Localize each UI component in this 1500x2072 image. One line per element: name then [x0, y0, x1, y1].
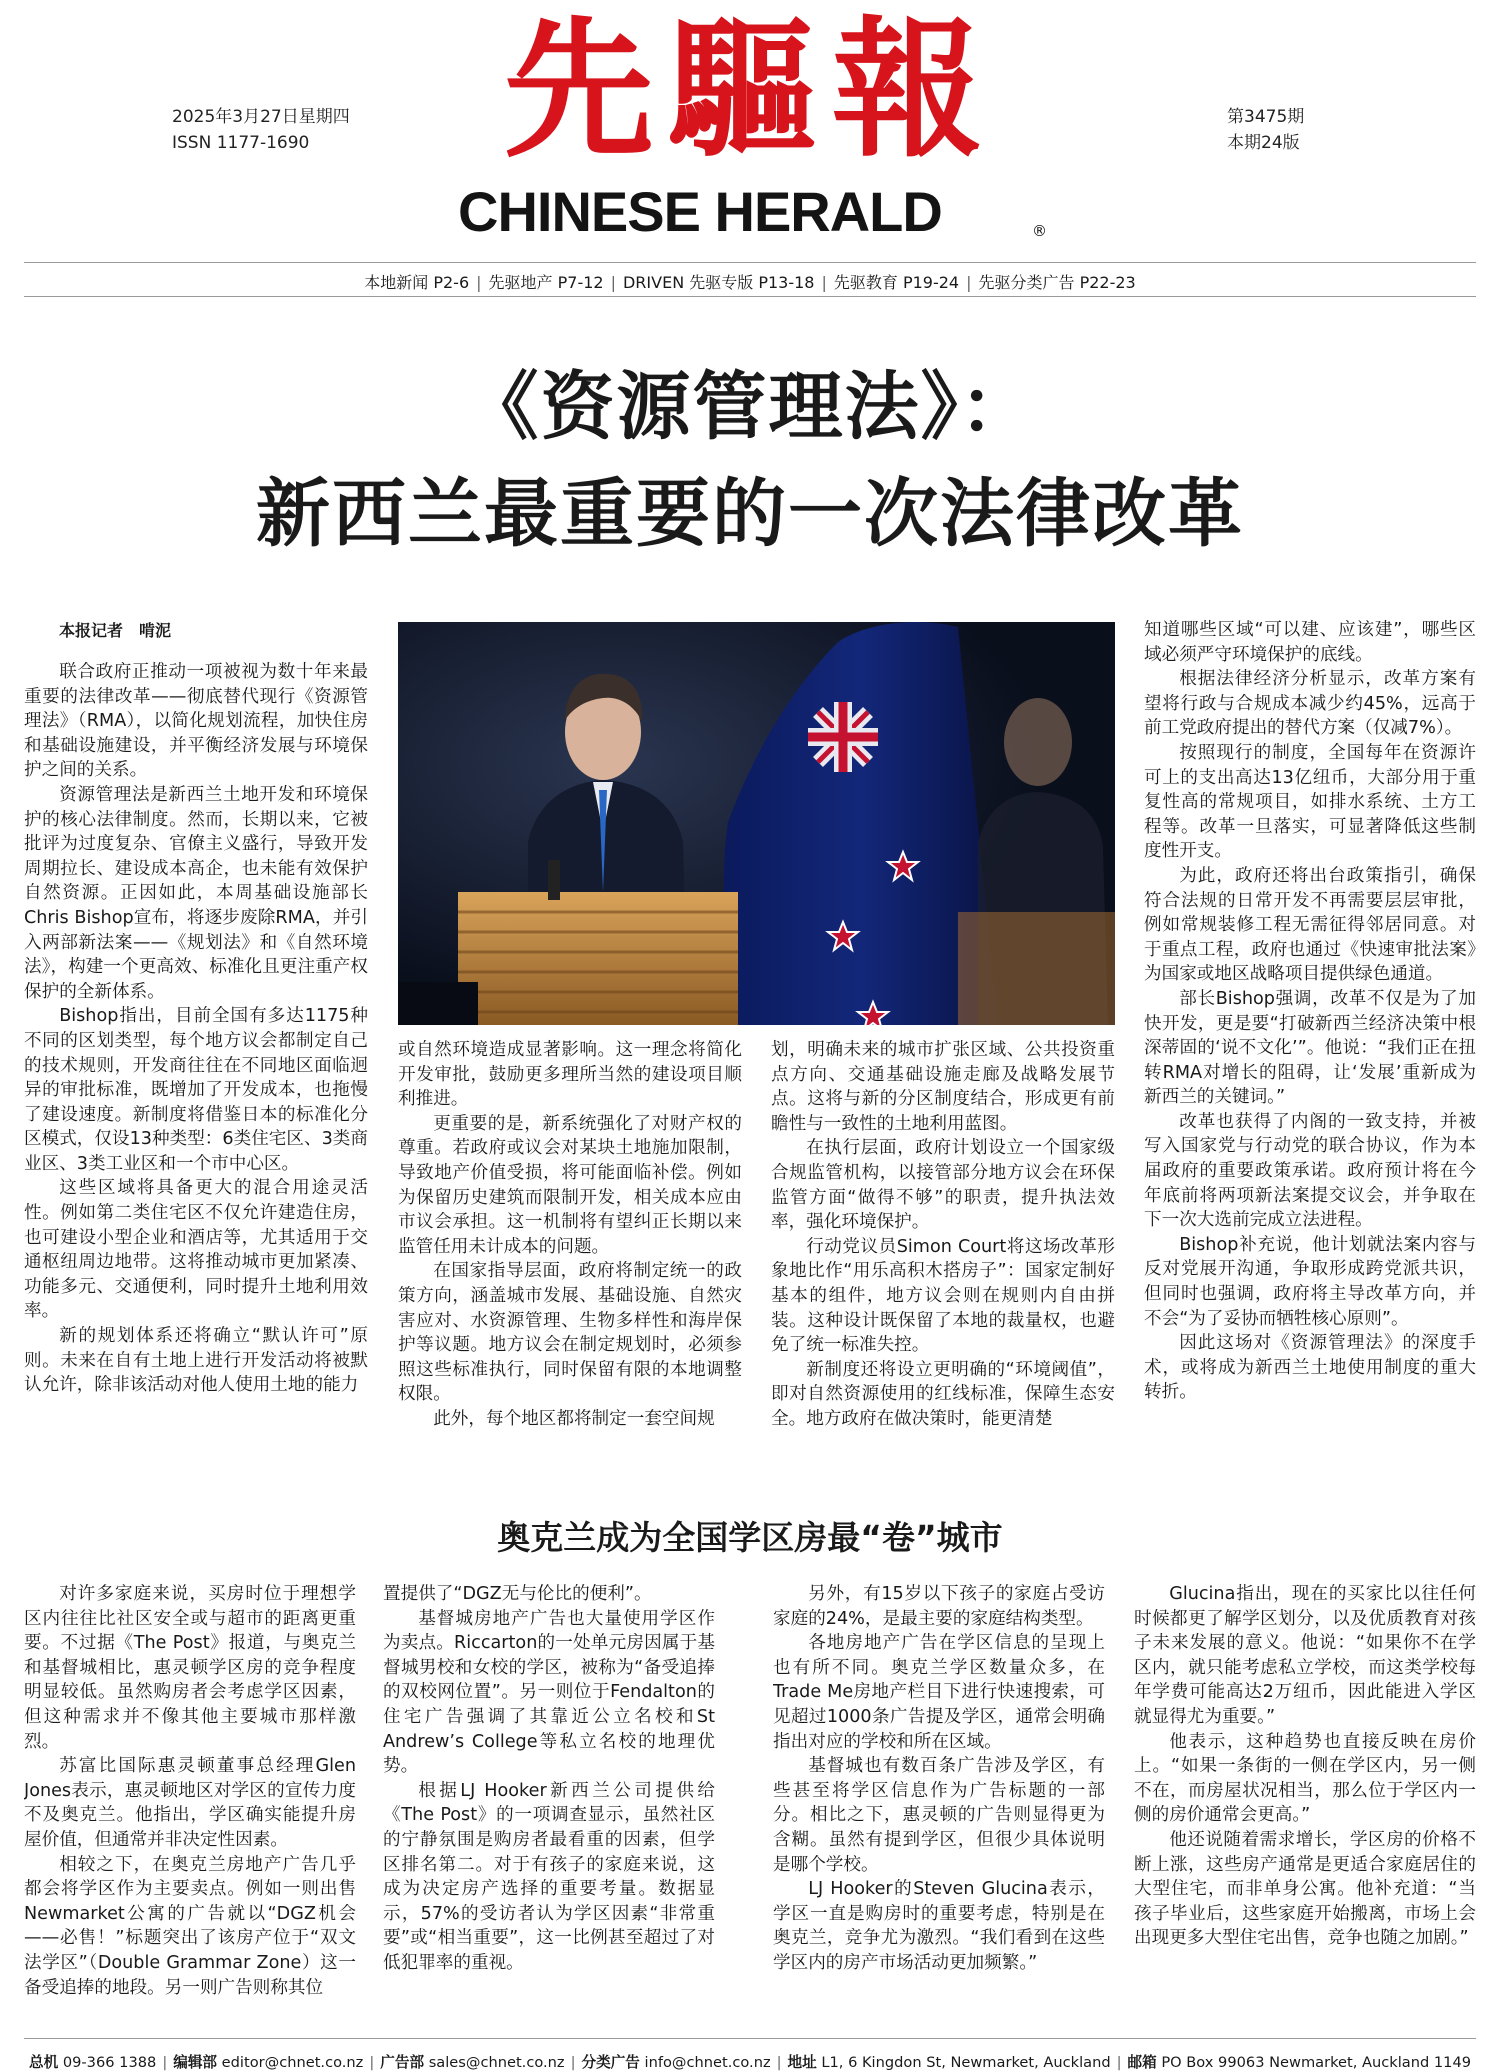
press-conference-illustration — [398, 622, 1115, 1025]
lead-column-1 — [24, 660, 368, 1460]
paragraph: 这些区域将具备更大的混合用途灵活性。例如第二类住宅区不仅允许建造住房，也可建设小型企业和酒店等，尤其适用于交通枢纽周边地带。这将推动城市更加紧凑、功能多元、交通便利，同时提升土地利用效率。 — [24, 1178, 368, 1322]
paragraph: 各地房地产广告在学区信息的呈现上也有所不同。奥克兰学区数量众多，在Trade Me房地产栏目下进行快速搜索，可见超过1000条广告提及学区，通常会明确指出对应的学校和所在区域。 — [773, 1633, 1105, 1752]
paragraph: 新的规划体系还将确立“默认许可”原则。未来在自有土地上进行开发活动将被默认允许，除非该活动对他人使用土地的能力 — [24, 1326, 368, 1396]
section-nav — [24, 270, 1476, 293]
second-column-2 — [383, 1582, 715, 2020]
lead-column-4 — [1144, 618, 1476, 1460]
street-address: L1, 6 Kingdon St, Newmarket, Auckland — [821, 2054, 1111, 2071]
nav-separator: | — [821, 273, 827, 292]
nav-item[interactable]: 先驱分类广告 P22-23 — [978, 273, 1136, 292]
masthead-issue-block — [1227, 104, 1304, 156]
paragraph: 在国家指导层面，政府将制定统一的政策方向，涵盖城市发展、基础设施、自然灾害应对、水资源管理、生物多样性和海岸保护等议题。地方议会在制定规划时，必须参照这些标准执行，同时保留有限的本地调整权限。 — [398, 1261, 742, 1405]
paragraph: Glucina指出，现在的买家比以往任何时候都更了解学区划分，以及优质教育对孩子未来发展的意义。他说：“如果你不在学区内，就只能考虑私立学校，而这类学校每年学费可能高达2万纽币，因此能进入学区就显得尤为重要。” — [1134, 1584, 1476, 1727]
nav-separator: | — [610, 273, 616, 292]
footer-label: 广告部 — [380, 2054, 425, 2071]
phone-number[interactable]: 09-366 1388 — [62, 2054, 157, 2071]
logo-english: CHINESE HERALD — [458, 180, 942, 243]
paragraph: 联合政府正推动一项被视为数十年来最重要的法律改革——彻底替代现行《资源管理法》（RMA），以简化规划流程，加快住房和基础设施建设，并平衡经济发展与环境保护之间的关系。 — [24, 662, 368, 781]
paragraph: 基督城也有数百条广告涉及学区，有些甚至将学区信息作为广告标题的一部分。相比之下，惠灵顿的广告则显得更为含糊。虽然有提到学区，但很少具体说明是哪个学校。 — [773, 1756, 1105, 1875]
paragraph: 改革也获得了内阁的一致支持，并被写入国家党与行动党的联合协议，作为本届政府的重要政策承诺。政府预计将在今年底前将两项新法案提交议会，并争取在下一次大选前完成立法进程。 — [1144, 1111, 1476, 1231]
paragraph: 资源管理法是新西兰土地开发和环境保护的核心法律制度。然而，长期以来，它被批评为过度复杂、官僚主义盛行，导致开发周期拉长、建设成本高企，也未能有效保护自然资源。正因如此，本周基础设施部长Chris Bishop宣布，将逐步废除RMA，并引入两部新法案——《规划法》和《自然环境法》，构建一个更高效、标准化且更注重产权保护的全新体系。 — [24, 784, 368, 1002]
footer-separator: | — [570, 2054, 576, 2071]
logo-chinese: 先驅報 — [503, 2, 996, 178]
paragraph: 相较之下，在奥克兰房地产广告几乎都会将学区作为主要卖点。例如一则出售Newmarket公寓的广告就以“DGZ机会——必售！”标题突出了该房产位于“双文法学区”（Double Grammar Zone）这一备受追捧的地段。另一则广告则称其位 — [24, 1854, 356, 1998]
paragraph: 部长Bishop强调，改革不仅是为了加快开发，更是要“打破新西兰经济决策中根深蒂固的‘说不文化’”。他说：“我们正在扭转RMA对增长的阻碍，让‘发展’重新成为新西兰的关键词。” — [1144, 988, 1476, 1108]
footer-contacts — [24, 2051, 1476, 2072]
paragraph: 在执行层面，政府计划设立一个国家级合规监管机构，以接管部分地方议会在环保监管方面“做得不够”的职责，提升执法效率，强化环境保护。 — [771, 1138, 1115, 1233]
paragraph: 为此，政府还将出台政策指引，确保符合法规的日常开发不再需要层层审批，例如常规装修工程无需征得邻居同意。对于重点工程，政府也通过《快速审批法案》为国家或地区战略项目提供绿色通道。 — [1144, 865, 1476, 985]
footer-separator: | — [776, 2054, 782, 2071]
po-box: PO Box 99063 Newmarket, Auckland 1149 — [1161, 2054, 1472, 2071]
footer-separator: | — [369, 2054, 375, 2071]
top-rule — [24, 262, 1476, 263]
info-email[interactable]: info@chnet.co.nz — [644, 2054, 771, 2071]
issue-date: 2025年3月27日星期四 — [172, 107, 350, 127]
issn: ISSN 1177-1690 — [172, 133, 310, 153]
footer-label: 总机 — [28, 2054, 59, 2071]
paragraph: 他还说随着需求增长，学区房的价格不断上涨，这些房产通常是更适合家庭居住的大型住宅，而非单身公寓。他补充道：“当孩子毕业后，这些家庭开始搬离，市场上会出现更多大型住宅出售，竞争也随之加剧。” — [1134, 1829, 1476, 1949]
paragraph: 根据法律经济分析显示，改革方案有望将行政与合规成本减少约45%，远高于前工党政府提出的替代方案（仅减7%）。 — [1144, 669, 1476, 739]
paragraph: 苏富比国际惠灵顿董事总经理Glen Jones表示，惠灵顿地区对学区的宣传力度不及奥克兰。他指出，学区确实能提升房屋价值，但通常并非决定性因素。 — [24, 1756, 356, 1850]
masthead-date-block — [172, 104, 350, 156]
lead-headline-line-1: 《资源管理法》： — [464, 364, 1036, 450]
nav-separator: | — [966, 273, 972, 292]
paragraph: 更重要的是，新系统强化了对财产权的尊重。若政府或议会对某块土地施加限制，导致地产价值受损，将可能面临补偿。例如为保留历史建筑而限制开发，相关成本应由市议会承担。这一机制将有望纠正长期以来监管任用未计成本的问题。 — [398, 1113, 742, 1257]
paragraph: 行动党议员Simon Court将这场改革形象地比作“用乐高积木搭房子”：国家定制好基本的组件，地方议会则在规则内自由拼装。这种设计既保留了本地的裁量权，也避免了统一标准失控。 — [771, 1236, 1115, 1356]
paragraph: 根据LJ Hooker新西兰公司提供给《The Post》的一项调查显示，虽然社区的宁静氛围是购房者最看重的因素，但学区排名第二。对于有孩子的家庭来说，这成为决定房产选择的重要考量。数据显示，57%的受访者认为学区因素“非常重要”或“相当重要”，这一比例甚至超过了对低犯罪率的重视。 — [383, 1780, 715, 1973]
paragraph: Bishop补充说，他计划就法案内容与反对党展开沟通，争取形成跨党派共识，但同时也强调，政府将主导改革方向，并不会“为了妥协而牺牲核心原则”。 — [1144, 1234, 1476, 1329]
second-column-1 — [24, 1582, 356, 2020]
paragraph: 因此这场对《资源管理法》的深度手术，或将成为新西兰土地使用制度的重大转折。 — [1144, 1333, 1476, 1403]
lead-headline-line-2: 新西兰最重要的一次法律改革 — [256, 471, 1244, 557]
footer-label: 编辑部 — [173, 2054, 218, 2071]
nav-item[interactable]: DRIVEN 先驱专版 P13-18 — [622, 273, 815, 292]
paragraph-continued: 或自然环境造成显著影响。这一理念将简化开发审批，鼓励更多理所当然的建设项目顺利推进。 — [398, 1040, 742, 1110]
paragraph-continued: 划，明确未来的城市扩张区域、公共投资重点方向、交通基础设施走廊及战略发展节点。这将与新的分区制度结合，形成更有前瞻性与一致性的土地利用蓝图。 — [771, 1040, 1115, 1134]
paragraph: Bishop指出，目前全国有多达1175种不同的区划类型，每个地方议会都制定自己的技术规则，开发商往往在不同地区面临迥异的审批标准，既增加了开发成本，也拖慢了建设速度。新制度将借鉴日本的标准化分区模式，仅设13种类型：6类住宅区、3类商业区、3类工业区和一个市中心区。 — [24, 1006, 368, 1174]
second-headline: 奥克兰成为全国学区房最“卷”城市 — [497, 1518, 1003, 1557]
paragraph: 对许多家庭来说，买房时位于理想学区内往往比社区安全或与超市的距离更重要。不过据《The Post》报道，与奥克兰和基督城相比，惠灵顿学区房的竞争程度明显较低。虽然购房者会考虑学区因素，但这种需求并不像其他主要城市那样激烈。 — [24, 1584, 356, 1752]
paragraph: 他表示，这种趋势也直接反映在房价上。“如果一条街的一侧在学区内，另一侧不在，而房屋状况相当，那么位于学区内一侧的房价通常会更高。” — [1134, 1731, 1476, 1826]
footer-label: 邮箱 — [1127, 2054, 1157, 2071]
lead-photo — [398, 622, 1115, 1025]
paragraph: 另外，有15岁以下孩子的家庭占受访家庭的24%，是最主要的家庭结构类型。 — [773, 1584, 1105, 1629]
paragraph: 按照现行的制度，全国每年在资源许可上的支出高达13亿纽币，大部分用于重复性高的常规项目，如排水系统、土方工程等。改革一旦落实，可显著降低这些制度性开支。 — [1144, 742, 1476, 862]
second-column-4 — [1134, 1582, 1476, 2020]
nav-bottom-rule — [24, 296, 1476, 297]
lead-column-2 — [398, 1038, 742, 1460]
footer-label: 地址 — [787, 2054, 817, 2071]
byline: 本报记者 啃泥 — [59, 621, 172, 640]
second-column-3 — [773, 1582, 1105, 2020]
nav-separator: | — [476, 273, 482, 292]
paragraph-continued: 置提供了“DGZ无与伦比的便利”。 — [383, 1584, 652, 1604]
nav-item[interactable]: 先驱地产 P7-12 — [488, 273, 604, 292]
paragraph: 基督城房地产广告也大量使用学区作为卖点。Riccarton的一处单元房因属于基督城男校和女校的学区，被称为“备受追捧的双校网位置”。另一则位于Fendalton的住宅广告强调了其靠近公立名校和St Andrew’s College等私立名校的地理优势。 — [383, 1608, 715, 1777]
footer-label: 分类广告 — [581, 2054, 640, 2071]
registered-mark: ® — [1032, 222, 1047, 240]
paragraph-continued: 知道哪些区域“可以建、应该建”，哪些区域必须严守环境保护的底线。 — [1144, 620, 1476, 665]
lead-column-3 — [771, 1038, 1115, 1460]
footer-rule — [24, 2038, 1476, 2039]
nav-item[interactable]: 先驱教育 P19-24 — [833, 273, 960, 292]
nav-item[interactable]: 本地新闻 P2-6 — [364, 273, 470, 292]
paragraph: 新制度还将设立更明确的“环境阈值”，即对自然资源使用的红线标准，保障生态安全。地方政府在做决策时，能更清楚 — [771, 1359, 1115, 1429]
paragraph: LJ Hooker的Steven Glucina表示，学区一直是购房时的重要考虑，特别是在奥克兰，竞争尤为激烈。“我们看到在这些学区内的房产市场活动更加频繁。” — [773, 1879, 1105, 1973]
sales-email[interactable]: sales@chnet.co.nz — [428, 2054, 565, 2071]
editor-email[interactable]: editor@chnet.co.nz — [221, 2054, 364, 2071]
footer-separator: | — [1116, 2054, 1122, 2071]
issue-number: 第3475期 — [1227, 107, 1305, 127]
footer-separator: | — [162, 2054, 168, 2071]
paragraph: 此外，每个地区都将制定一套空间规 — [433, 1408, 715, 1429]
page-count: 本期24版 — [1227, 133, 1300, 153]
